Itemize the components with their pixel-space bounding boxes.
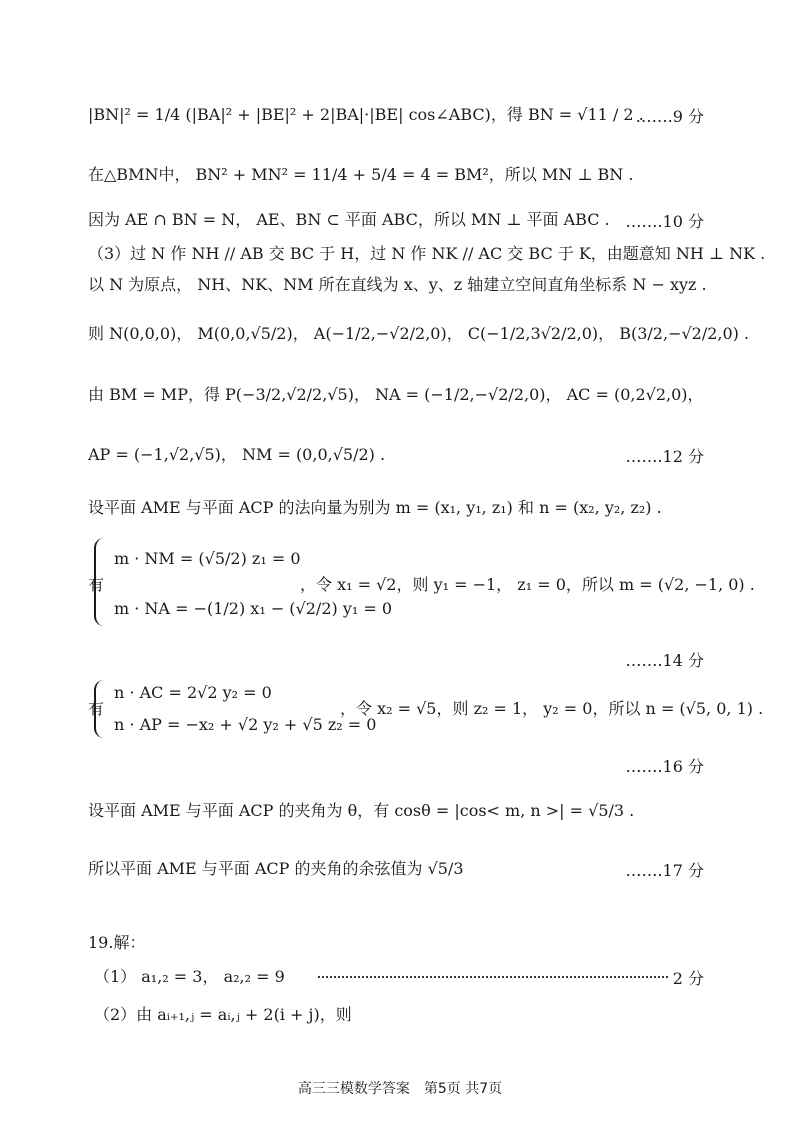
line-bn-squared: |BN|² = 1/4 (|BA|² + |BE|² + 2|BA|·|BE| cos∠ABC)，得 BN = √11 / 2 . [88,105,644,124]
score-16: …….16 分 [625,757,704,776]
line-19-part1: （1） a₁,₂ = 3， a₂,₂ = 9 [94,967,285,986]
system2-eq1: n · AC = 2√2 y₂ = 0 [114,683,272,702]
line-angle-cos: 设平面 AME 与平面 ACP 的夹角为 θ，有 cosθ = |cos< m, n >| = √5/3 . [88,801,635,820]
system1-eq2: m · NA = −(1/2) x₁ − (√2/2) y₁ = 0 [114,599,393,618]
line-coordinate-system: 以 N 为原点， NH、NK、NM 所在直线为 x、y、z 轴建立空间直角坐标系 N − xyz . [88,275,707,294]
score-10: …….10 分 [625,212,704,231]
line-19-part2: （2）由 aᵢ₊₁,ⱼ = aᵢ,ⱼ + 2(i + j)，则 [94,1005,352,1024]
line-part3-construct: （3）过 N 作 NH // AB 交 BC 于 H，过 N 作 NK // AC 交 BC 于 K，由题意知 NH ⊥ NK . [88,244,766,263]
system1-prefix: 有 [88,575,105,594]
line-normal-vectors: 设平面 AME 与平面 ACP 的法向量为别为 m = (x₁, y₁, z₁) 和 n = (x₂, y₂, z₂) . [88,498,662,517]
score-9: …….9 分 [635,107,704,126]
system2-brace [94,680,106,738]
system2-prefix: 有 [88,699,105,718]
score-14: …….14 分 [625,651,704,670]
system1-eq1: m · NM = (√5/2) z₁ = 0 [114,549,301,568]
line-perpendicular-plane: 因为 AE ∩ BN = N， AE、BN ⊂ 平面 ABC，所以 MN ⊥ 平面 ABC . [88,210,610,229]
leader-dots [318,976,668,978]
page-footer: 高三三模数学答案 第5页 共7页 [297,1081,503,1097]
line-triangle-bmn: 在△BMN中， BN² + MN² = 11/4 + 5/4 = 4 = BM²，所以 MN ⊥ BN . [88,165,634,184]
score-17: …….17 分 [625,861,704,880]
line-point-coordinates: 则 N(0,0,0)， M(0,0,√5/2)， A(−1/2,−√2/2,0)， C(−1/2,3√2/2,0)， B(3/2,−√2/2,0) . [88,324,750,343]
line-conclusion: 所以平面 AME 与平面 ACP 的夹角的余弦值为 √5/3 [88,859,464,878]
line-vectors-1: 由 BM = MP，得 P(−3/2,√2/2,√5)， NA = (−1/2,−√2/2,0)， AC = (0,2√2,0)， [88,385,704,404]
system1-result: ，令 x₁ = √2，则 y₁ = −1， z₁ = 0，所以 m = (√2, −1, 0) . [300,575,755,594]
system1-brace [94,538,106,626]
system2-result: ，令 x₂ = √5，则 z₂ = 1， y₂ = 0，所以 n = (√5, 0, 1) . [340,699,764,718]
score-2: 2 分 [672,969,704,988]
problem-19-heading: 19.解： [88,933,146,952]
line-vectors-2: AP = (−1,√2,√5)， NM = (0,0,√5/2) . [88,445,386,464]
score-12: …….12 分 [625,447,704,466]
system2-eq2: n · AP = −x₂ + √2 y₂ + √5 z₂ = 0 [114,715,377,734]
